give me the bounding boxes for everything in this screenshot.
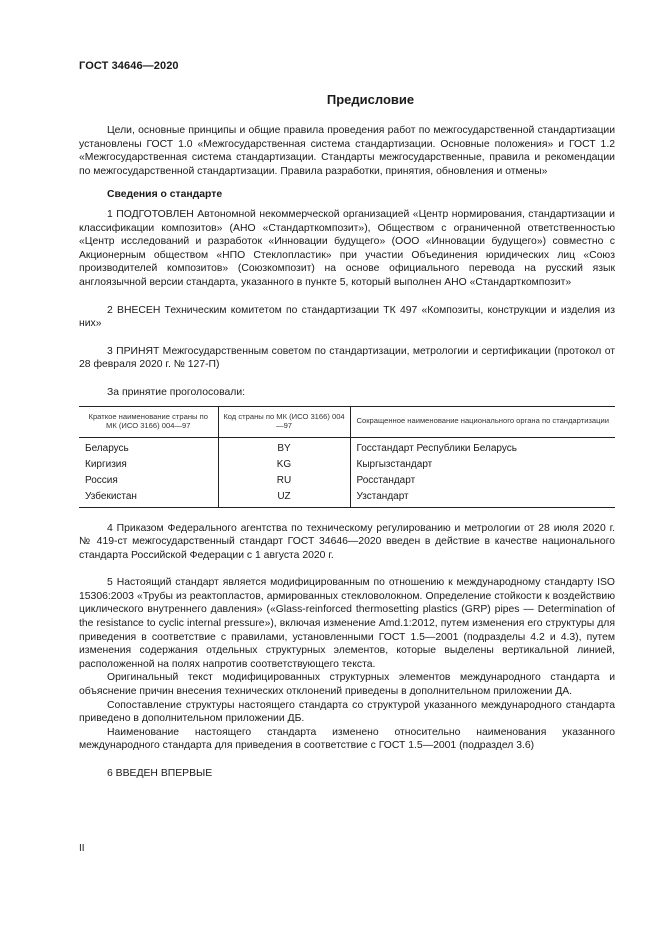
table-row [79,438,615,457]
paragraph-4: 4 Приказом Федерального агентства по техническому регулированию и метрологии от 28 июля 2020 г. № 419-ст межгосударственный стандарт ГОСТ 34646—2020 введен в действие в качестве национального стандарта Российской Федерации с 1 августа 2020 г. [79,522,615,561]
table-header-row [79,406,615,438]
standards-body: Кыргызстандарт [350,457,615,473]
table-row [79,473,615,489]
standards-body: Росстандарт [350,473,615,489]
header-country-code: Код страны по МК (ИСО 3166) 004—97 [218,406,350,438]
country-code: UZ [218,489,350,507]
header-country-name: Краткое наименование страны по МК (ИСО 3166) 004—97 [79,406,218,438]
paragraph-2: 2 ВНЕСЕН Техническим комитетом по стандартизации ТК 497 «Композиты, конструкции и изделия из них» [79,304,615,330]
header-standards-body: Сокращенное наименование национального органа по стандартизации [350,406,615,438]
intro-paragraph: Цели, основные принципы и общие правила проведения работ по межгосударственной стандартизации установлены ГОСТ 1.0 «Межгосударственная система стандартизации. Основные положения» и ГОСТ 1.2 «Межгосударственная система стандартизации. Стандарты межгосударственные, правила и рекомендации по межгосударственной стандартизации. Правила разработки, принятия, обновления и отмены» [79,125,615,177]
paragraph-5-structure: Сопоставление структуры настоящего стандарта со структурой указанного международного стандарта приведено в дополнительном приложении ДБ. [79,699,615,725]
paragraph-5-title-change: Наименование настоящего стандарта изменено относительно наименования указанного международного стандарта для приведения в соответствие с ГОСТ 1.5—2001 (подраздел 3.6) [79,726,615,752]
standards-body: Узстандарт [350,489,615,507]
section-subheading: Сведения о стандарте [107,189,223,201]
paragraph-5-original-text: Оригинальный текст модифицированных структурных элементов международного стандарта и объяснение причин внесения технических отклонений приведены в дополнительном приложении ДА. [79,672,615,698]
country-code: KG [218,457,350,473]
document-id-header: ГОСТ 34646—2020 [79,60,179,72]
page-title: Предисловие [326,92,415,107]
page-number: II [79,843,85,854]
paragraph-5: 5 Настоящий стандарт является модифицированным по отношению к международному стандарту ISO 15306:2003 «Трубы из реактопластов, армированных стекловолокном. Определение стойкости к воздействию циклического внутреннего давления» («Glass-reinforced thermosetting plastics (GRP) pipes — Determination of the resistance to cyclic internal pressure»), включая изменение Amd.1:2012, путем изменения его структуры для приведения в соответствие с правилами, установленными ГОСТ 1.5—2001 (подразделы 4.2 и 4.3), путем изменения содержания отдельных структурных элементов, которые выделены вертикальной линией, расположенной на полях напротив соответствующего текста. [79,577,615,670]
country-name: Беларусь [85,443,129,455]
table-row [79,457,615,473]
vote-label: За принятие проголосовали: [107,386,246,398]
voting-table [79,406,615,508]
country-code: BY [218,438,350,457]
country-name: Киргизия [85,459,127,471]
country-name: Россия [85,474,118,486]
country-name: Узбекистан [79,489,218,507]
standards-body: Госстандарт Республики Беларусь [350,438,615,457]
table-row [79,489,615,507]
paragraph-6: 6 ВВЕДЕН ВПЕРВЫЕ [107,768,213,779]
paragraph-1: 1 ПОДГОТОВЛЕН Автономной некоммерческой организацией «Центр нормирования, стандартизации и классификации композитов» (АНО «Стандарткомпозит»), Обществом с ограниченной ответственностью «Центр исследований и разработок «Инновации будущего» (ООО «Инновации будущего») совместно с Акционерным обществом «НПО Стеклопластик» при участии Объединения юридических лиц «Союз производителей композитов» (Союзкомпозит) на основе официального перевода на русский язык англоязычной версии стандарта, указанного в пункте 5, который выполнен АНО «Стандарткомпозит» [79,208,615,288]
paragraph-3: 3 ПРИНЯТ Межгосударственным советом по стандартизации, метрологии и сертификации (протокол от 28 февраля 2020 г. № 127-П) [79,345,615,371]
country-code: RU [218,473,350,489]
preface-content [79,124,615,781]
